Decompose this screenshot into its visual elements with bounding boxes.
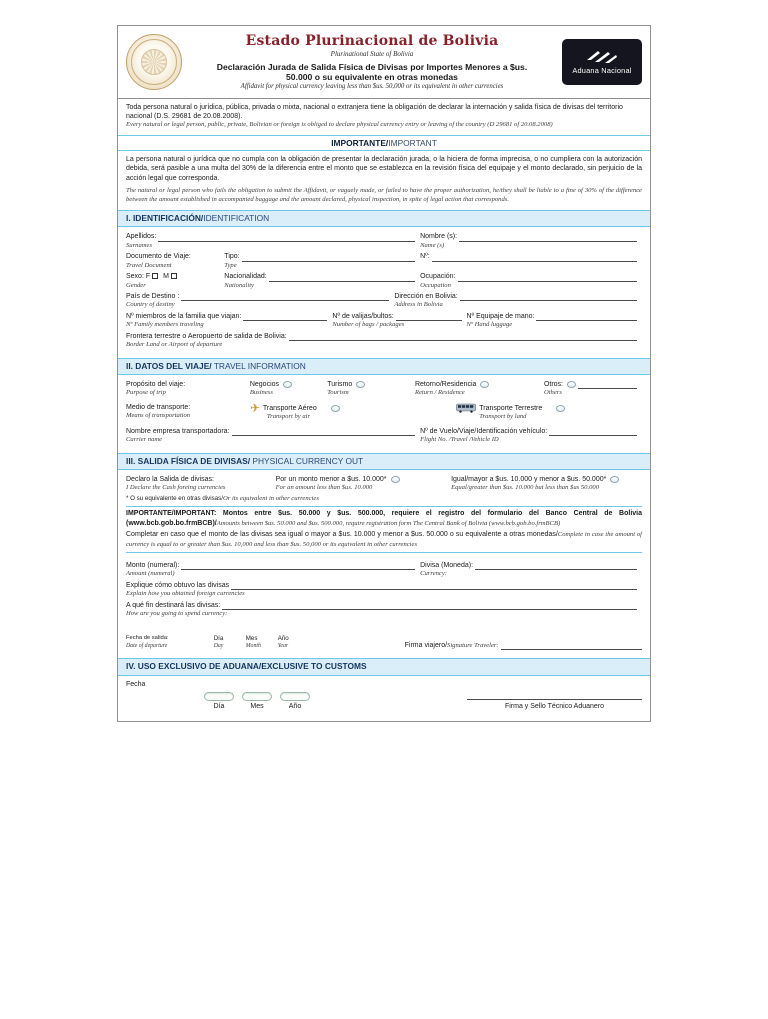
valijas-input[interactable] bbox=[396, 313, 462, 321]
airplane-icon: ✈ bbox=[249, 401, 260, 416]
intro-block bbox=[118, 99, 650, 133]
equivalent-note bbox=[126, 495, 642, 504]
retorno-label: Retorno/Residencia bbox=[414, 381, 477, 389]
date-departure-label: Date of departure bbox=[126, 642, 168, 649]
amount-numeral-label: Amount (numeral) bbox=[126, 570, 175, 578]
tipo-label: Tipo: bbox=[224, 253, 240, 261]
bcb-note-es: Montos entre $us. 50.000 y $us. 500.000, requiere el registro del formulario del Banco Central de Bolivia (www.bcb.gob.bo.frmBCB)/ bbox=[126, 510, 642, 527]
transporte-terrestre-label: Transporte Terrestre bbox=[479, 404, 543, 412]
gender-label: Gender bbox=[126, 281, 146, 289]
important-body-es: La persona natural o jurídica que no cumpla con la obligación de presentar la declaración jurada, o la hiciera de forma imprecisa, o no cumpliera con la autorización debida, será pasible a una multa del 30% de la diferencia entre el monto que se establezca en la revisión física del equipaje y el monto declarado, sin perjuicio de la acción legal que corresponda. bbox=[126, 156, 642, 182]
monto-numeral-label: Monto (numeral): bbox=[126, 561, 180, 569]
equipaje-mano-input[interactable] bbox=[536, 313, 637, 321]
divisa-input[interactable] bbox=[475, 562, 637, 570]
customs-seal-icon bbox=[126, 34, 182, 90]
tipo-input[interactable] bbox=[242, 254, 416, 262]
section-1-title-en: IDENTIFICATION bbox=[203, 213, 270, 224]
ocupacion-label: Ocupación: bbox=[420, 273, 456, 281]
section-2-title-es: II. DATOS DEL VIAJE/ bbox=[126, 361, 212, 372]
fecha-label: Fecha bbox=[126, 680, 146, 688]
fin-input[interactable] bbox=[222, 602, 637, 610]
nombres-input[interactable] bbox=[459, 234, 637, 242]
radio-monto-mayor[interactable] bbox=[610, 476, 619, 483]
fecha-salida-label: Fecha de salida: bbox=[126, 635, 169, 642]
divisa-label: Divisa (Moneda): bbox=[420, 561, 474, 569]
sexo-f-label: F bbox=[145, 273, 151, 281]
customs-mes-label: Mes bbox=[250, 702, 264, 710]
customs-ano-input[interactable] bbox=[280, 692, 310, 701]
doc-numero-label: Nº: bbox=[420, 253, 430, 261]
section-4-body bbox=[118, 676, 650, 721]
apellidos-input[interactable] bbox=[158, 234, 415, 242]
important-body-en: The natural or legal person who fails the obligation to submit the Affidavit, or vaguely made, or failed to have the proper authorization, he/they shall be liable to a fine of 30% of the difference between the amount established in accompanied baggage and the amount declared, physical inspection, in spite of legal action that corresponds. bbox=[126, 186, 642, 203]
day-label: Day bbox=[213, 642, 224, 649]
customs-signature-block bbox=[467, 680, 642, 711]
section-2-title-en: TRAVEL INFORMATION bbox=[211, 361, 306, 372]
pais-destino-label: País de Destino : bbox=[126, 293, 180, 301]
bags-label: Number of bags / packages bbox=[332, 321, 405, 329]
frontera-input[interactable] bbox=[289, 333, 637, 341]
complete-note-es: Completar en caso que el monto de las divisas sea igual o mayor a $us. 10.000 y menor a $us. 50.000 o su equivalente a otras monedas/ bbox=[126, 531, 558, 539]
travel-document-label: Travel Document bbox=[126, 261, 172, 269]
aduana-chevrons-icon bbox=[585, 49, 619, 64]
bcb-note-en: Amounts between $us. 50.000 and $us. 500.000, require registration form The Central Bank of Bolivia (www.bcb.gob.bo.frmBCB) bbox=[216, 519, 561, 527]
country-destiny-label: Country of destiny bbox=[126, 301, 175, 309]
land-label: Transport by land bbox=[479, 413, 527, 421]
others-label: Others bbox=[543, 389, 562, 397]
nacionalidad-label: Nacionalidad: bbox=[224, 273, 267, 281]
customs-signature-input[interactable] bbox=[467, 692, 642, 700]
nationality-label: Nationality bbox=[224, 281, 254, 289]
direccion-bolivia-input[interactable] bbox=[460, 293, 637, 301]
proposito-label: Propósito del viaje: bbox=[126, 381, 186, 389]
section-4-title: IV. USO EXCLUSIVO DE ADUANA/EXCLUSIVE TO CUSTOMS bbox=[126, 661, 367, 672]
transporte-aereo-label: Transporte Aéreo bbox=[262, 404, 317, 412]
amount-greater-label: Equal/greater than $us. 10.000 but less than $us 50.000 bbox=[451, 484, 599, 492]
country-title: Estado Plurinacional de Bolivia bbox=[245, 33, 499, 49]
radio-retorno[interactable] bbox=[480, 381, 489, 388]
dia-label: Día bbox=[213, 634, 224, 642]
explique-input[interactable] bbox=[231, 582, 637, 590]
bcb-important-note bbox=[126, 506, 642, 528]
equivalent-note-es: * O su equivalente en otras divisas/ bbox=[126, 494, 223, 502]
checkbox-sexo-m[interactable] bbox=[171, 273, 177, 279]
otros-label: Otros: bbox=[543, 381, 563, 389]
section-1-title-es: I. IDENTIFICACIÓN/ bbox=[126, 213, 204, 224]
return-label: Return / Residence bbox=[414, 389, 465, 397]
pais-destino-input[interactable] bbox=[181, 293, 389, 301]
customs-declaration-form bbox=[117, 25, 651, 722]
ano-label: Año bbox=[277, 634, 289, 642]
section-1-body bbox=[118, 227, 650, 355]
important-heading-en: IMPORTANT bbox=[388, 137, 437, 148]
occupation-label: Occupation bbox=[420, 281, 451, 289]
section-2-body bbox=[118, 375, 650, 450]
tourism-label: Tourism bbox=[327, 389, 349, 397]
complete-note bbox=[126, 530, 642, 552]
radio-transporte-aereo[interactable] bbox=[331, 405, 340, 412]
country-subtitle: Plurinational State of Bolivia bbox=[330, 50, 414, 59]
purpose-label: Purpose of trip bbox=[126, 389, 166, 397]
dia-column bbox=[214, 635, 246, 651]
medio-transporte-label: Medio de transporte: bbox=[126, 404, 191, 412]
direccion-bolivia-label: Dirección en Bolivia: bbox=[394, 293, 458, 301]
familia-label: Nº miembros de la familia que viajan: bbox=[126, 313, 242, 321]
nacionalidad-input[interactable] bbox=[269, 274, 415, 282]
important-heading-es: IMPORTANTE/ bbox=[331, 137, 389, 148]
vuelo-input[interactable] bbox=[549, 428, 637, 436]
firma-viajero-label: Firma viajero/ bbox=[404, 642, 448, 650]
customs-mes-input[interactable] bbox=[242, 692, 272, 701]
year-label: Year bbox=[277, 642, 289, 649]
valijas-label: Nº de valijas/bultos: bbox=[332, 313, 394, 321]
equivalent-note-en: Or its equivalent in other currencies bbox=[223, 494, 319, 502]
section-3-title-en: PHYSICAL CURRENCY OUT bbox=[250, 455, 364, 466]
negocios-label: Negocios bbox=[249, 381, 280, 389]
flight-label: Flight No. /Travel /Vehicle ID bbox=[420, 436, 499, 444]
complete-note-en: Complete in case the amount of currency is equal to or greater than $us. 10,000 and less than $us. 50,000 or its equivalent in other currencies bbox=[126, 531, 642, 549]
aduana-nacional-logo bbox=[562, 39, 642, 85]
apellidos-label: Apellidos: bbox=[126, 233, 157, 241]
radio-transporte-terrestre[interactable] bbox=[556, 405, 565, 412]
amount-less-label: For an amount less than $us. 10.000 bbox=[275, 484, 373, 492]
air-label: Transport by air bbox=[266, 413, 311, 421]
firma-viajero-input[interactable] bbox=[501, 642, 642, 650]
vuelo-label: Nº de Vuelo/Viaje/Identificación vehículo: bbox=[420, 427, 548, 435]
section-1-header bbox=[118, 210, 650, 227]
monto-menor-label: Por un monto menor a $us. 10.000* bbox=[275, 475, 387, 483]
documento-viaje-label: Documento de Viaje: bbox=[126, 253, 191, 261]
fin-label: A qué fin destinará las divisas: bbox=[126, 601, 221, 609]
currency-label: Currency: bbox=[420, 570, 447, 578]
frontera-label: Frontera terrestre o Aeropuerto de salida de Bolivia: bbox=[126, 333, 287, 341]
radio-turismo[interactable] bbox=[356, 381, 365, 388]
ano-column bbox=[278, 635, 310, 651]
family-members-label: Nº Family members traveling bbox=[126, 321, 204, 329]
otros-input[interactable] bbox=[578, 381, 637, 389]
explain-label: Explain how you obtained foreign currencies bbox=[126, 589, 245, 597]
border-airport-label: Border Land or Airport of departure bbox=[126, 341, 223, 349]
section-3-header bbox=[118, 453, 650, 470]
carrier-label: Carrier name bbox=[126, 436, 163, 444]
radio-otros[interactable] bbox=[567, 381, 576, 388]
signature-traveler-label: Signature Traveler: bbox=[447, 641, 499, 649]
declare-label: I Declare the Cash foreing currencies bbox=[126, 484, 226, 492]
section-3-title-es: III. SALIDA FÍSICA DE DIVISAS/ bbox=[126, 455, 251, 466]
type-label: Type bbox=[224, 261, 237, 269]
radio-negocios[interactable] bbox=[283, 381, 292, 388]
business-label: Business bbox=[249, 389, 273, 397]
names-label: Name (s) bbox=[420, 241, 445, 249]
explique-label: Explique cómo obtuvo las divisas bbox=[126, 581, 230, 589]
customs-dia-input[interactable] bbox=[204, 692, 234, 701]
intro-en: Every natural or legal person, public, private, Bolivian or foreign is obliged to declare physical currency entry or leaving of the country (D 29681 of 20.08.2008) bbox=[126, 121, 553, 129]
customs-ano-label: Año bbox=[288, 702, 302, 710]
mes-label: Mes bbox=[245, 634, 258, 642]
customs-date-block bbox=[126, 680, 467, 711]
address-bolivia-label: Address in Bolivia bbox=[394, 301, 443, 309]
section-3-body bbox=[118, 470, 650, 656]
familia-input[interactable] bbox=[243, 313, 327, 321]
header-titles bbox=[190, 32, 554, 92]
bcb-note-heading: IMPORTANTE/IMPORTANT: bbox=[126, 510, 217, 518]
sexo-label: Sexo: bbox=[126, 273, 144, 281]
important-heading bbox=[118, 135, 650, 151]
bus-icon bbox=[456, 403, 476, 413]
form-title-en: Affidavit for physical currency leaving less than $us. 50,000 or its equivalent in other currencies bbox=[240, 82, 504, 90]
means-label: Means of transportation bbox=[126, 412, 191, 420]
section-2-header bbox=[118, 358, 650, 375]
radio-monto-menor[interactable] bbox=[391, 476, 400, 483]
equipaje-mano-label: Nº Equipaje de mano: bbox=[466, 313, 535, 321]
checkbox-sexo-f[interactable] bbox=[152, 273, 158, 279]
customs-dia-label: Día bbox=[213, 702, 225, 710]
empresa-label: Nombre empresa transportadora: bbox=[126, 427, 230, 435]
declaro-label: Declaro la Salida de divisas: bbox=[126, 475, 214, 483]
monto-numeral-input[interactable] bbox=[181, 562, 415, 570]
aduana-logo-label: Aduana Nacional bbox=[572, 65, 632, 75]
empresa-input[interactable] bbox=[232, 428, 416, 436]
mes-column bbox=[246, 635, 278, 651]
turismo-label: Turismo bbox=[327, 381, 353, 389]
nombres-label: Nombre (s): bbox=[420, 233, 458, 241]
sexo-group bbox=[126, 272, 224, 281]
doc-numero-input[interactable] bbox=[432, 254, 637, 262]
section-4-header bbox=[118, 658, 650, 675]
spend-label: How are you going to spend currency: bbox=[126, 609, 228, 617]
hand-luggage-label: Nº Hand luggage bbox=[466, 321, 513, 329]
intro-es: Toda persona natural o jurídica, pública, privada o mixta, nacional o extranjera tiene la obligación de declarar la internación y salida física de divisas del territorio nacional (D.S. 29681 de 20.08.2008). bbox=[126, 103, 623, 121]
form-title: Declaración Jurada de Salida Física de Divisas por Importes Menores a $us. 50.000 o su equivalente en otras monedas bbox=[216, 61, 528, 82]
ocupacion-input[interactable] bbox=[458, 274, 637, 282]
important-body bbox=[118, 151, 650, 207]
monto-mayor-label: Igual/mayor a $us. 10.000 y menor a $us. 50.000* bbox=[451, 475, 607, 483]
customs-signature-label: Firma y Sello Técnico Aduanero bbox=[504, 702, 605, 710]
month-label: Month bbox=[245, 642, 261, 649]
surnames-label: Surnames bbox=[126, 241, 153, 249]
sexo-m-label: M bbox=[163, 273, 169, 281]
form-header bbox=[118, 26, 650, 99]
